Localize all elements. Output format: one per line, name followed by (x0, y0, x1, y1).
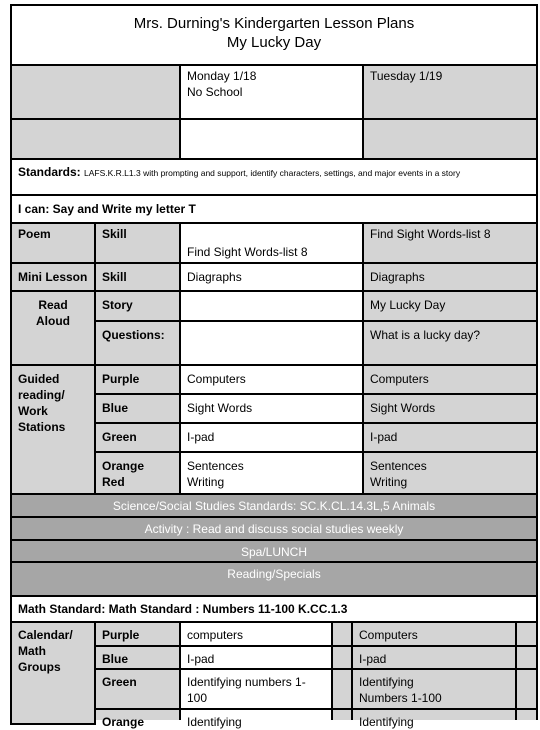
math-groups-label: Calendar/ Math Groups (10, 621, 96, 725)
i-can-row: I can: Say and Write my letter T (10, 194, 538, 224)
guided-group-orange-red: Orange Red (94, 451, 181, 495)
tuesday-header: Tuesday 1/19 (362, 64, 538, 120)
poem-skill-label: Skill (94, 222, 181, 264)
reading-specials-bar: Reading/Specials (10, 561, 538, 597)
guided-group-green: Green (94, 422, 181, 453)
monday-header: Monday 1/18 No School (179, 64, 364, 120)
guided-orange-red-monday: Sentences Writing (179, 451, 364, 495)
mini-lesson-label: Mini Lesson (10, 262, 96, 292)
read-aloud-story-label: Story (94, 290, 181, 322)
poem-tuesday: Find Sight Words-list 8 (362, 222, 538, 264)
math-blue-tuesday: I-pad (351, 645, 517, 670)
header-blank-cell (10, 64, 181, 120)
guided-reading-label: Guided reading/ Work Stations (10, 364, 96, 495)
spa-lunch-bar: Spa/LUNCH (10, 539, 538, 563)
read-aloud-questions-tuesday: What is a lucky day? (362, 320, 538, 366)
guided-green-tuesday: I-pad (362, 422, 538, 453)
read-aloud-questions-monday (179, 320, 364, 366)
guided-green-monday: I-pad (179, 422, 364, 453)
math-orange-extra (515, 708, 538, 720)
guided-group-blue: Blue (94, 393, 181, 424)
guided-orange-red-tuesday: Sentences Writing (362, 451, 538, 495)
guided-blue-monday: Sight Words (179, 393, 364, 424)
blank-row-monday (179, 118, 364, 160)
math-purple-spacer (331, 621, 353, 647)
mini-lesson-tuesday: Diagraphs (362, 262, 538, 292)
math-group-blue: Blue (94, 645, 181, 670)
math-purple-extra (515, 621, 538, 647)
math-standard-row: Math Standard: Math Standard : Numbers 11-100 K.CC.1.3 (10, 595, 538, 623)
guided-blue-tuesday: Sight Words (362, 393, 538, 424)
math-orange-spacer (331, 708, 353, 720)
standards-text: LAFS.K.R.L1.3 with prompting and support, identify characters, settings, and major events in a story (84, 168, 461, 178)
math-blue-monday: I-pad (179, 645, 333, 670)
guided-purple-monday: Computers (179, 364, 364, 395)
math-purple-monday: computers (179, 621, 333, 647)
read-aloud-questions-label: Questions: (94, 320, 181, 366)
poem-monday (179, 222, 364, 264)
science-standards-bar: Science/Social Studies Standards: SC.K.CL.14.3L,5 Animals (10, 493, 538, 518)
poem-monday-text: Find Sight Words-list 8 (187, 245, 308, 259)
blank-row-tuesday (362, 118, 538, 160)
math-orange-tuesday: Identifying (351, 708, 517, 720)
title-line-2: My Lucky Day (226, 34, 322, 51)
title-line-1: Mrs. Durning's Kindergarten Lesson Plans (133, 15, 415, 32)
read-aloud-label: Read Aloud (10, 290, 96, 366)
read-aloud-story-monday (179, 290, 364, 322)
guided-group-purple: Purple (94, 364, 181, 395)
standards-row (10, 158, 538, 196)
read-aloud-story-tuesday: My Lucky Day (362, 290, 538, 322)
page-title (10, 4, 538, 66)
math-green-extra (515, 668, 538, 710)
math-group-purple: Purple (94, 621, 181, 647)
blank-row-cell (10, 118, 181, 160)
math-green-monday: Identifying numbers 1- 100 (179, 668, 333, 710)
activity-bar: Activity : Read and discuss social studies weekly (10, 516, 538, 541)
standards-label: Standards: (18, 165, 81, 179)
mini-lesson-skill-label: Skill (94, 262, 181, 292)
math-group-orange: Orange (94, 708, 181, 720)
math-green-tuesday: Identifying Numbers 1-100 (351, 668, 517, 710)
math-blue-spacer (331, 645, 353, 670)
math-blue-extra (515, 645, 538, 670)
math-orange-monday: Identifying (179, 708, 333, 720)
math-green-spacer (331, 668, 353, 710)
poem-label: Poem (10, 222, 96, 264)
guided-purple-tuesday: Computers (362, 364, 538, 395)
math-group-green: Green (94, 668, 181, 710)
mini-lesson-monday: Diagraphs (179, 262, 364, 292)
math-purple-tuesday: Computers (351, 621, 517, 647)
